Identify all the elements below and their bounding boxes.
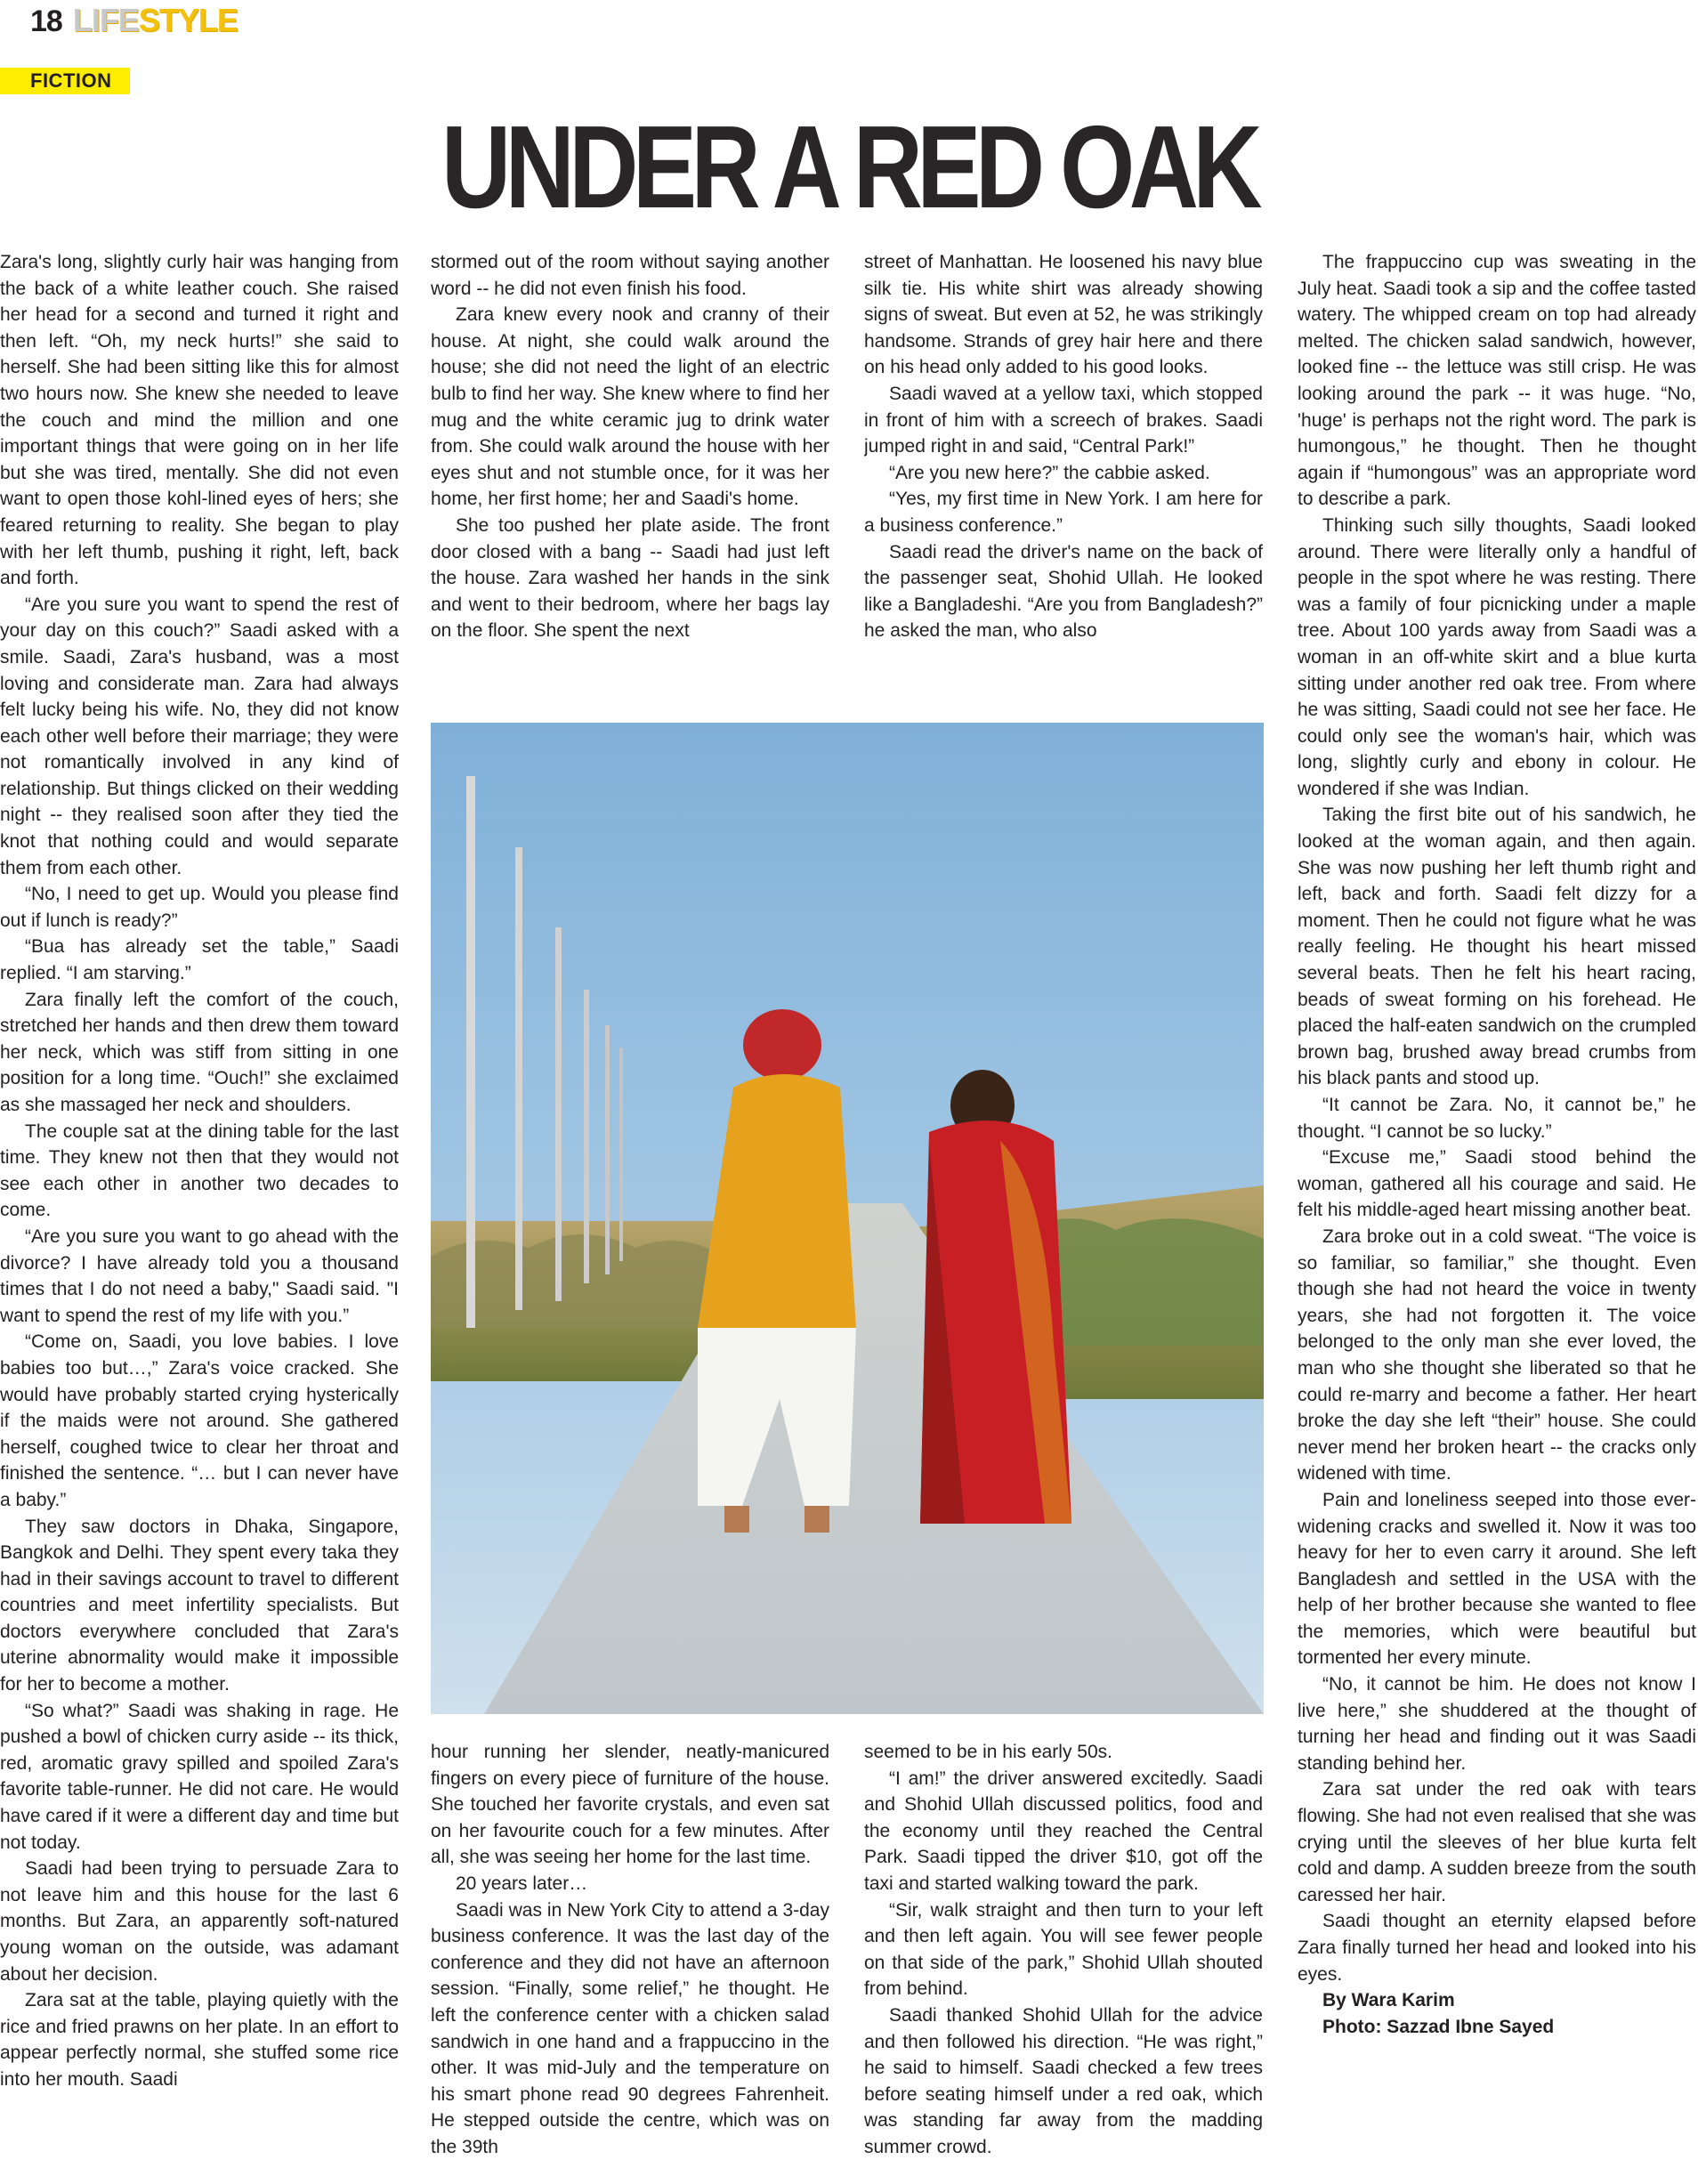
paragraph: Taking the first bite out of his sandwich, he looked at the woman again, and then again. She was now pushing her left thumb right and left, back and forth. Saadi felt dizzy for a moment. Then he could not figure what he was really feeling. He thought his heart missed several beats. Then he felt his heart racing, beads of sweat forming on his forehead. He placed the half-eaten sandwich on the crumpled brown bag, brushed away bread crumbs from his black pants and stood up. xyxy=(1298,805,1696,1089)
paragraph: “I am!” the driver answered excitedly. Saadi and Shohid Ullah discussed politics, food and the economy until they reached the Central Park. Saadi tipped the driver $10, got off the taxi and started walking toward the park. xyxy=(864,1767,1263,1894)
couple-walking-illustration xyxy=(431,723,1264,1714)
paragraph: Zara knew every nook and cranny of their house. At night, she could walk around the house; she did not need the light of an electric bulb to find her way. She knew where to find her mug and the white ceramic jug to drink water from. She could walk around the house with her eyes shut and not stumble once, for it was her home, her first home; her and Saadi's home. xyxy=(431,304,829,510)
paragraph: Saadi had been trying to persuade Zara to not leave him and this house for the last 6 months. But Zara, an apparently soft-natured young woman on the outside, was adamant about her decision. xyxy=(0,1858,399,1985)
paragraph: Zara finally left the comfort of the couch, stretched her hands and then drew them toward her neck, which was stiff from sitting in one position for a long time. “Ouch!” she exclaimed as she massaged her neck and shoulders. xyxy=(0,989,399,1115)
paragraph: “Are you sure you want to go ahead with the divorce? I have already told you a thousand times that I do not need a baby," Saadi said. "I want to spend the rest of my life with you.” xyxy=(0,1225,399,1326)
story-column-2-top xyxy=(431,249,829,698)
paragraph: stormed out of the room without saying another word -- he did not even finish his food. xyxy=(431,252,829,299)
paragraph: “Bua has already set the table,” Saadi replied. “I am starving.” xyxy=(0,936,399,984)
paragraph: The couple sat at the dining table for the last time. They knew not then that they would not see each other in another two decades to come. xyxy=(0,1120,399,1221)
section-title xyxy=(73,2,238,39)
paragraph: Thinking such silly thoughts, Saadi looked around. There were literally only a handful of people in the spot where he was resting. There was a family of four picnicking under a maple tree. About 100 yards away from Saadi was a woman in an off-white skirt and a blue kurta sitting under another red oak tree. From where he was sitting, Saadi could not see her face. He could only see the woman's hair, which was long, slightly curly and ebony in colour. He wondered if she was Indian. xyxy=(1298,514,1696,799)
story-photo xyxy=(431,723,1264,1714)
paragraph: Saadi waved at a yellow taxi, which stopped in front of him with a screech of brakes. Saadi jumped right in and said, “Central Park!” xyxy=(864,383,1263,457)
paragraph: “Sir, walk straight and then turn to your left and then left again. You will see fewer people on that side of the park,” Shohid Ullah shouted from behind. xyxy=(864,1899,1263,2000)
story-column-2-bottom xyxy=(431,1739,829,2184)
paragraph: “Excuse me,” Saadi stood behind the woman, gathered all his courage and said. He felt his middle-aged heart missing another beat. xyxy=(1298,1147,1696,1221)
story-column-4 xyxy=(1298,249,1696,2184)
paragraph: They saw doctors in Dhaka, Singapore, Bangkok and Delhi. They spent every taka they had in their savings account to travel to different countries and meet infertility specialists. But doctors everywhere concluded that Zara's uterine abnormality would make it impossible for her to become a mother. xyxy=(0,1516,399,1695)
photo-credit: Photo: Sazzad Ibne Sayed xyxy=(1322,2016,1555,2037)
paragraph: The frappuccino cup was sweating in the July heat. Saadi took a sip and the coffee tasted watery. The whipped cream on top had already melted. The chicken salad sandwich, however, looked fine -- the lettuce was still crisp. He was looking around the park -- it was huge. “No, 'huge' is perhaps not the right word. The park is humongous,” he thought. Then he thought again if “humongous” was an appropriate word to describe a park. xyxy=(1298,252,1696,510)
paragraph: street of Manhattan. He loosened his navy blue silk tie. His white shirt was already showing signs of sweat. But even at 52, he was strikingly handsome. Strands of grey hair here and there on his head only added to his good looks. xyxy=(864,252,1263,378)
paragraph: “So what?” Saadi was shaking in rage. He pushed a bowl of chicken curry aside -- its thick, red, aromatic gravy spilled and spoiled Zara's favorite table-runner. He did not care. He would have cared if it were a different day and time but not today. xyxy=(0,1700,399,1853)
paragraph: seemed to be in his early 50s. xyxy=(864,1742,1112,1762)
story-column-3-bottom xyxy=(864,1739,1263,2184)
paragraph: 20 years later… xyxy=(456,1873,588,1894)
paragraph: Zara sat under the red oak with tears flowing. She had not even realised that she was crying until the sleeves of her blue kurta felt cold and damp. A sudden breeze from the south caressed her hair. xyxy=(1298,1779,1696,1905)
section-title-style: STYLE xyxy=(138,2,238,38)
fiction-label: FICTION xyxy=(0,68,130,94)
paragraph: Saadi thought an eternity elapsed before Zara finally turned her head and looked into his eyes. xyxy=(1298,1911,1696,1985)
masthead xyxy=(30,2,238,37)
paragraph: “No, it cannot be him. He does not know I live here,” she shuddered at the thought of turning her head and finding out it was Saadi standing behind her. xyxy=(1298,1674,1696,1774)
byline: By Wara Karim xyxy=(1322,1990,1455,2011)
paragraph: “No, I need to get up. Would you please find out if lunch is ready?” xyxy=(0,884,399,931)
paragraph: “Are you sure you want to spend the rest of your day on this couch?” Saadi asked with a smile. Saadi, Zara's husband, was a most loving and considerate man. Zara had always felt lucky being his wife. No, they did not know each other well before their marriage; they were not romantically involved in any kind of relationship. But things clicked on their wedding night -- they realised soon after they tied the knot that nothing could and would separate them from each other. xyxy=(0,594,399,878)
paragraph: Zara broke out in a cold sweat. “The voice is so familiar, so familiar,” she thought. Even though she had not heard the voice in twenty years, she had not forgotten it. The voice belonged to the only man she ever loved, the man who she thought she liberated so that he could re-marry and become a father. Her heart broke the day she left “their” house. She could never mend her broken heart -- the cracks only widened with time. xyxy=(1298,1225,1696,1484)
paragraph: “Yes, my first time in New York. I am here for a business conference.” xyxy=(864,489,1263,536)
paragraph: Saadi thanked Shohid Ullah for the advice and then followed his direction. “He was right,” he said to himself. Saadi checked a few trees before seating himself under a red oak, which was standing far away from the madding summer crowd. xyxy=(864,2004,1263,2157)
story-column-1 xyxy=(0,249,399,2184)
paragraph: “It cannot be Zara. No, it cannot be,” he thought. “I cannot be so lucky.” xyxy=(1298,1095,1696,1142)
paragraph: “Are you new here?” the cabbie asked. xyxy=(889,462,1210,483)
paragraph: Zara sat at the table, playing quietly with the rice and fried prawns on her plate. In an effort to appear perfectly normal, she stuffed some rice into her mouth. Saadi xyxy=(0,1990,399,2090)
paragraph: “Come on, Saadi, you love babies. I love babies too but…,” Zara's voice cracked. She would have probably started crying hysterically if the maids were not around. She gathered herself, coughed twice to clear her throat and finished the sentence. “… but I can never have a baby.” xyxy=(0,1331,399,1510)
headline: UNDER A RED OAK xyxy=(441,101,1257,232)
story-column-3-top xyxy=(864,249,1263,698)
paragraph: hour running her slender, neatly-manicured fingers on every piece of furniture of the house. She touched her favorite crystals, and even sat on her favourite couch for a few minutes. After all, she was seeing her home for the last time. xyxy=(431,1742,829,1868)
paragraph: She too pushed her plate aside. The front door closed with a bang -- Saadi had just left the house. Zara washed her hands in the sink and went to their bedroom, where her bags lay on the floor. She spent the next xyxy=(431,514,829,642)
page-number: 18 xyxy=(30,4,62,38)
paragraph: Saadi was in New York City to attend a 3-day business conference. It was the last day of the conference and they did not have an afternoon session. “Finally, some relief,” he thought. He left the conference center with a chicken salad sandwich in one hand and a frappuccino in the other. It was mid-July and the temperature on his smart phone read 90 degrees Fahrenheit. He stepped outside the centre, which was on the 39th xyxy=(431,1899,829,2157)
section-title-life: LIFE xyxy=(72,2,139,38)
paragraph: Pain and loneliness seeped into those ever-widening cracks and swelled it. Now it was too heavy for her to even carry it around. She left Bangladesh and settled in the USA with the help of her brother because she wanted to flee the memories, which were beautiful but tormented her every minute. xyxy=(1298,1489,1696,1669)
paragraph: Zara's long, slightly curly hair was hanging from the back of a white leather couch. She raised her head for a second and turned it right and then left. “Oh, my neck hurts!” she said to herself. She had been sitting like this for almost two hours now. She knew she needed to leave the couch and mind the million and one important things that were going on in her life but she was tired, mentally. She did not even want to open those kohl-lined eyes of hers; she feared returning to reality. She began to play with her left thumb, pushing it right, left, back and forth. xyxy=(0,252,399,589)
paragraph: Saadi read the driver's name on the back of the passenger seat, Shohid Ullah. He looked like a Bangladeshi. “Are you from Bangladesh?” he asked the man, who also xyxy=(864,541,1263,642)
